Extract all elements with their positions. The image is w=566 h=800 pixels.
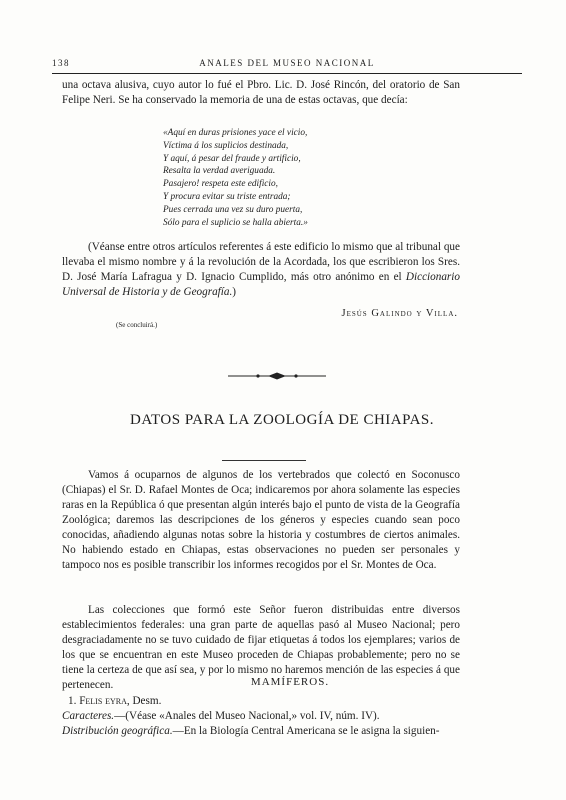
- characters-line: [62, 709, 460, 724]
- distribution-label: Distribución geográfica.: [62, 725, 173, 737]
- running-title: ANALES DEL MUSEO NACIONAL: [199, 58, 375, 68]
- species-entry-line: [62, 694, 466, 709]
- author-signature: Jesús Galindo y Villa.: [341, 308, 458, 319]
- verse-block: [163, 127, 463, 229]
- verse-line: Y procura evitar su triste entrada;: [163, 191, 291, 202]
- species-name: Felis eyra,: [79, 695, 130, 707]
- header-rule: [52, 73, 522, 74]
- species-author: Desm.: [129, 695, 162, 707]
- distribution-line: [62, 724, 460, 739]
- continuation-note: (Se concluirá.): [116, 321, 158, 329]
- page-header: [52, 58, 522, 72]
- characters-text: —(Véase «Anales del Museo Nacional,» vol. IV, núm. IV).: [114, 710, 380, 722]
- intro-paragraph: una octava alusiva, cuyo autor lo fué el Pbro. Lic. D. José Rincón, del oratorio de San Felipe Neri. Se ha conservado la memoria de una de estas octavas, que decía:: [62, 79, 460, 106]
- article-title: DATOS PARA LA ZOOLOGÍA DE CHIAPAS.: [130, 412, 434, 428]
- distribution-text: —En la Biología Central Americana se le asigna la siguien-: [172, 725, 440, 737]
- note-text: (Véanse entre otros artículos referentes á este edificio lo mismo que al tribunal que llevaba el mismo nombre y á la revolución de la Acordada, los que escribieron los Sres. D. José María Lafragua y D. Ignacio Cumplido, más otro anónimo en el: [62, 241, 460, 283]
- title-rule: [222, 460, 306, 461]
- note-dictionary-title: Diccionario Universal de Historia y de Geografía.: [62, 271, 460, 298]
- verse-line: Resalta la verdad averiguada.: [163, 166, 276, 177]
- verse-line: Sólo para el suplicio se halla abierta.»: [163, 217, 308, 228]
- verse-line: Pues cerrada una vez su duro puerta,: [163, 204, 303, 215]
- body-paragraph: Vamos á ocuparnos de algunos de los vertebrados que colectó en Soconusco (Chiapas) el Sr. D. Rafael Montes de Oca; indicaremos por ahora solamente las especies raras en la República ó que presentan algún interés bajo el punto de vista de la Geografía Zoológica; daremos las descripciones de los géneros y especies cuando sean poco conocidas, añadiendo algunas notas sobre la historia y costumbres de ciertos animales. No habiendo estado en Chiapas, estas observaciones no pueden ser personales y tampoco nos es posible transcribir los informes recogidos por el Sr. Montes de Oca.: [62, 469, 460, 571]
- verse-line: Víctima á los suplicios destinada,: [163, 140, 289, 151]
- entry-number: 1.: [68, 695, 77, 707]
- verse-line: Pasajero! respeta este edificio,: [163, 179, 278, 190]
- body-paragraph: Las colecciones que formó este Señor fueron distribuidas entre diversos establecimientos federales: una gran parte de aquellas pasó al Museo Nacional; pero desgraciadamente no se tuvo cuidado de fijar etiquetas á todos los ejemplares; varios de los que se encuentran en este Museo proceden de Chiapas probablemente; pero no se tiene la certeza de que así sea, y por lo mismo no haremos mención de las especies á que pertenecen.: [62, 604, 460, 691]
- verse-line: «Aquí en duras prisiones yace el vicio,: [163, 128, 308, 138]
- page-number: 138: [52, 58, 70, 68]
- note-paragraph: [62, 240, 460, 300]
- note-close: ): [232, 286, 237, 298]
- section-heading: MAMÍFEROS.: [250, 676, 330, 688]
- verse-line: Y aquí, á pesar del fraude y artificio,: [163, 153, 301, 164]
- characters-label: Caracteres.: [62, 710, 115, 722]
- ornament-divider: [228, 372, 326, 380]
